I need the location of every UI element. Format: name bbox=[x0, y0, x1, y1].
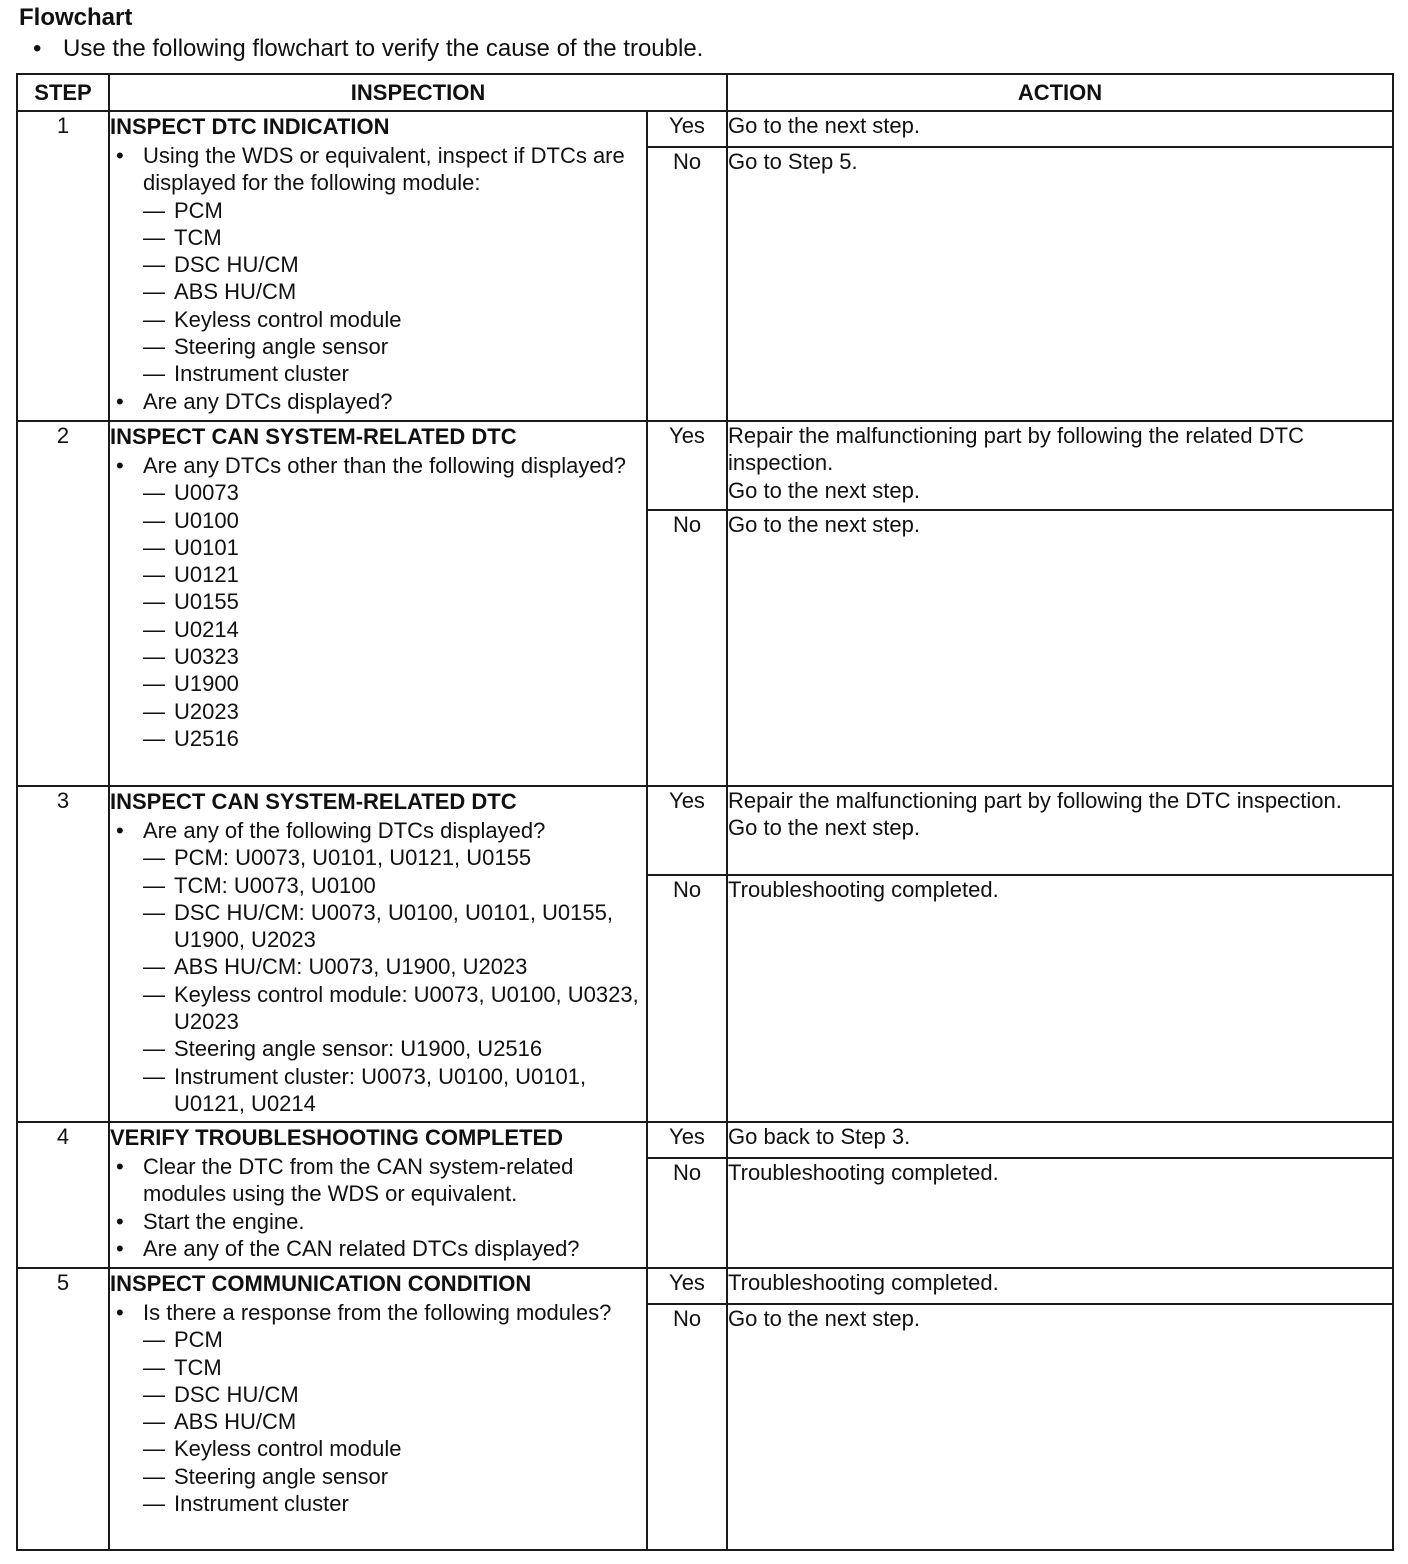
sub-item: — Steering angle sensor bbox=[143, 1463, 646, 1490]
header-step: STEP bbox=[17, 74, 109, 111]
bullet-text: Are any of the following DTCs displayed? bbox=[143, 818, 546, 843]
bullet-text: Clear the DTC from the CAN system-related modules using the WDS or equivalent. bbox=[143, 1154, 574, 1207]
action-text: Go to Step 5. bbox=[728, 149, 858, 174]
inspection-title: VERIFY TROUBLESHOOTING COMPLETED bbox=[110, 1125, 564, 1150]
inspection-cell bbox=[109, 786, 647, 1122]
sub-item: — U2023 bbox=[143, 698, 646, 725]
inspection-cell bbox=[109, 1122, 647, 1268]
no-action bbox=[727, 147, 1393, 421]
sub-item: — DSC HU/CM bbox=[143, 1381, 646, 1408]
inspection-bullet bbox=[110, 142, 646, 388]
inspection-bullets bbox=[110, 817, 646, 1117]
no-label: No bbox=[647, 1304, 727, 1550]
yes-action bbox=[727, 421, 1393, 510]
sub-item-list bbox=[143, 844, 646, 1117]
no-label: No bbox=[647, 875, 727, 1122]
sub-item-list bbox=[143, 197, 646, 388]
sub-item: — PCM bbox=[143, 197, 646, 224]
inspection-bullet bbox=[110, 1299, 646, 1517]
intro-text bbox=[33, 34, 703, 64]
sub-item: — ABS HU/CM: U0073, U1900, U2023 bbox=[143, 953, 646, 980]
inspection-title: INSPECT CAN SYSTEM-RELATED DTC bbox=[110, 789, 517, 814]
header-action: ACTION bbox=[727, 74, 1393, 111]
table-header-row bbox=[17, 74, 1393, 111]
inspection-title: INSPECT DTC INDICATION bbox=[110, 114, 390, 139]
action-text: Repair the malfunctioning part by following the DTC inspection. bbox=[728, 788, 1342, 813]
bullet-text: Are any of the CAN related DTCs displayed? bbox=[143, 1235, 580, 1261]
sub-item: — PCM: U0073, U0101, U0121, U0155 bbox=[143, 844, 646, 871]
table-row bbox=[17, 786, 1393, 875]
sub-item: — U2516 bbox=[143, 725, 646, 752]
sub-item: — Keyless control module bbox=[143, 306, 646, 333]
header-inspection: INSPECTION bbox=[109, 74, 727, 111]
yes-action bbox=[727, 1122, 1393, 1158]
inspection-bullet bbox=[110, 1235, 646, 1262]
page-title: Flowchart bbox=[19, 4, 133, 31]
sub-item: — TCM bbox=[143, 224, 646, 251]
table-row bbox=[17, 1122, 1393, 1158]
step-number: 3 bbox=[17, 786, 109, 1122]
action-text: Go to the next step. bbox=[728, 1306, 921, 1331]
inspection-bullets bbox=[110, 452, 646, 752]
action-text: Troubleshooting completed. bbox=[728, 877, 999, 902]
sub-item: — U0073 bbox=[143, 479, 646, 506]
action-text: Go to the next step. bbox=[728, 815, 921, 841]
yes-action bbox=[727, 111, 1393, 147]
inspection-bullet bbox=[110, 1153, 646, 1208]
sub-item: — Instrument cluster: U0073, U0100, U0101, U0121, U0214 bbox=[143, 1063, 646, 1118]
sub-item: — Instrument cluster bbox=[143, 360, 646, 387]
action-text: Troubleshooting completed. bbox=[728, 1160, 999, 1185]
sub-item-list bbox=[143, 1326, 646, 1517]
inspection-bullet bbox=[110, 1208, 646, 1235]
action-text: Troubleshooting completed. bbox=[728, 1270, 999, 1295]
bullet-text: Start the engine. bbox=[143, 1208, 305, 1234]
no-label: No bbox=[647, 147, 727, 421]
flowchart-table bbox=[16, 73, 1394, 1551]
sub-item: — U0121 bbox=[143, 561, 646, 588]
sub-item: — U0100 bbox=[143, 507, 646, 534]
yes-label: Yes bbox=[647, 111, 727, 147]
yes-label: Yes bbox=[647, 1268, 727, 1304]
no-action bbox=[727, 875, 1393, 1122]
sub-item: — U0323 bbox=[143, 643, 646, 670]
inspection-bullet bbox=[110, 388, 646, 415]
flowchart-body bbox=[17, 111, 1393, 1550]
sub-item: — Keyless control module: U0073, U0100, U0323, U2023 bbox=[143, 981, 646, 1036]
inspection-title: INSPECT CAN SYSTEM-RELATED DTC bbox=[110, 424, 517, 449]
action-text: Go back to Step 3. bbox=[728, 1124, 911, 1149]
sub-item: — TCM bbox=[143, 1354, 646, 1381]
intro-label: Use the following flowchart to verify the cause of the trouble. bbox=[63, 35, 704, 62]
yes-action bbox=[727, 1268, 1393, 1304]
bullet-text: Are any DTCs displayed? bbox=[143, 388, 393, 414]
sub-item: — Steering angle sensor bbox=[143, 333, 646, 360]
action-text: Go to the next step. bbox=[728, 477, 921, 503]
no-action bbox=[727, 1158, 1393, 1268]
bullet-text: Using the WDS or equivalent, inspect if DTCs are displayed for the following module: bbox=[143, 143, 625, 196]
bullet-text: Is there a response from the following modules? bbox=[143, 1300, 612, 1325]
sub-item: — ABS HU/CM bbox=[143, 278, 646, 305]
yes-label: Yes bbox=[647, 1122, 727, 1158]
inspection-cell bbox=[109, 111, 647, 421]
inspection-bullets bbox=[110, 142, 646, 415]
step-number: 5 bbox=[17, 1268, 109, 1550]
bullet-text: Are any DTCs other than the following displayed? bbox=[143, 453, 627, 478]
sub-item: — U1900 bbox=[143, 670, 646, 697]
inspection-bullet bbox=[110, 817, 646, 1117]
sub-item: — U0214 bbox=[143, 616, 646, 643]
inspection-bullet bbox=[110, 452, 646, 752]
step-number: 2 bbox=[17, 421, 109, 786]
inspection-bullets bbox=[110, 1153, 646, 1262]
sub-item: — U0155 bbox=[143, 588, 646, 615]
step-number: 4 bbox=[17, 1122, 109, 1268]
action-text: Go to the next step. bbox=[728, 113, 921, 138]
sub-item: — PCM bbox=[143, 1326, 646, 1353]
inspection-cell bbox=[109, 421, 647, 786]
bullet-icon: • bbox=[33, 35, 42, 62]
sub-item: — DSC HU/CM: U0073, U0100, U0101, U0155, U1900, U2023 bbox=[143, 899, 646, 954]
yes-label: Yes bbox=[647, 786, 727, 875]
sub-item: — U0101 bbox=[143, 534, 646, 561]
no-label: No bbox=[647, 510, 727, 786]
sub-item: — ABS HU/CM bbox=[143, 1408, 646, 1435]
inspection-title: INSPECT COMMUNICATION CONDITION bbox=[110, 1271, 532, 1296]
table-row bbox=[17, 111, 1393, 147]
action-text: Repair the malfunctioning part by following the related DTC inspection. bbox=[728, 423, 1304, 476]
inspection-bullets bbox=[110, 1299, 646, 1517]
action-text: Go to the next step. bbox=[728, 512, 921, 537]
step-number: 1 bbox=[17, 111, 109, 421]
yes-label: Yes bbox=[647, 421, 727, 510]
no-action bbox=[727, 1304, 1393, 1550]
yes-action bbox=[727, 786, 1393, 875]
sub-item-list bbox=[143, 479, 646, 752]
sub-item: — DSC HU/CM bbox=[143, 251, 646, 278]
table-row bbox=[17, 421, 1393, 510]
sub-item: — Keyless control module bbox=[143, 1435, 646, 1462]
inspection-cell bbox=[109, 1268, 647, 1550]
table-row bbox=[17, 1268, 1393, 1304]
no-label: No bbox=[647, 1158, 727, 1268]
sub-item: — Steering angle sensor: U1900, U2516 bbox=[143, 1035, 646, 1062]
sub-item: — Instrument cluster bbox=[143, 1490, 646, 1517]
sub-item: — TCM: U0073, U0100 bbox=[143, 872, 646, 899]
no-action bbox=[727, 510, 1393, 786]
